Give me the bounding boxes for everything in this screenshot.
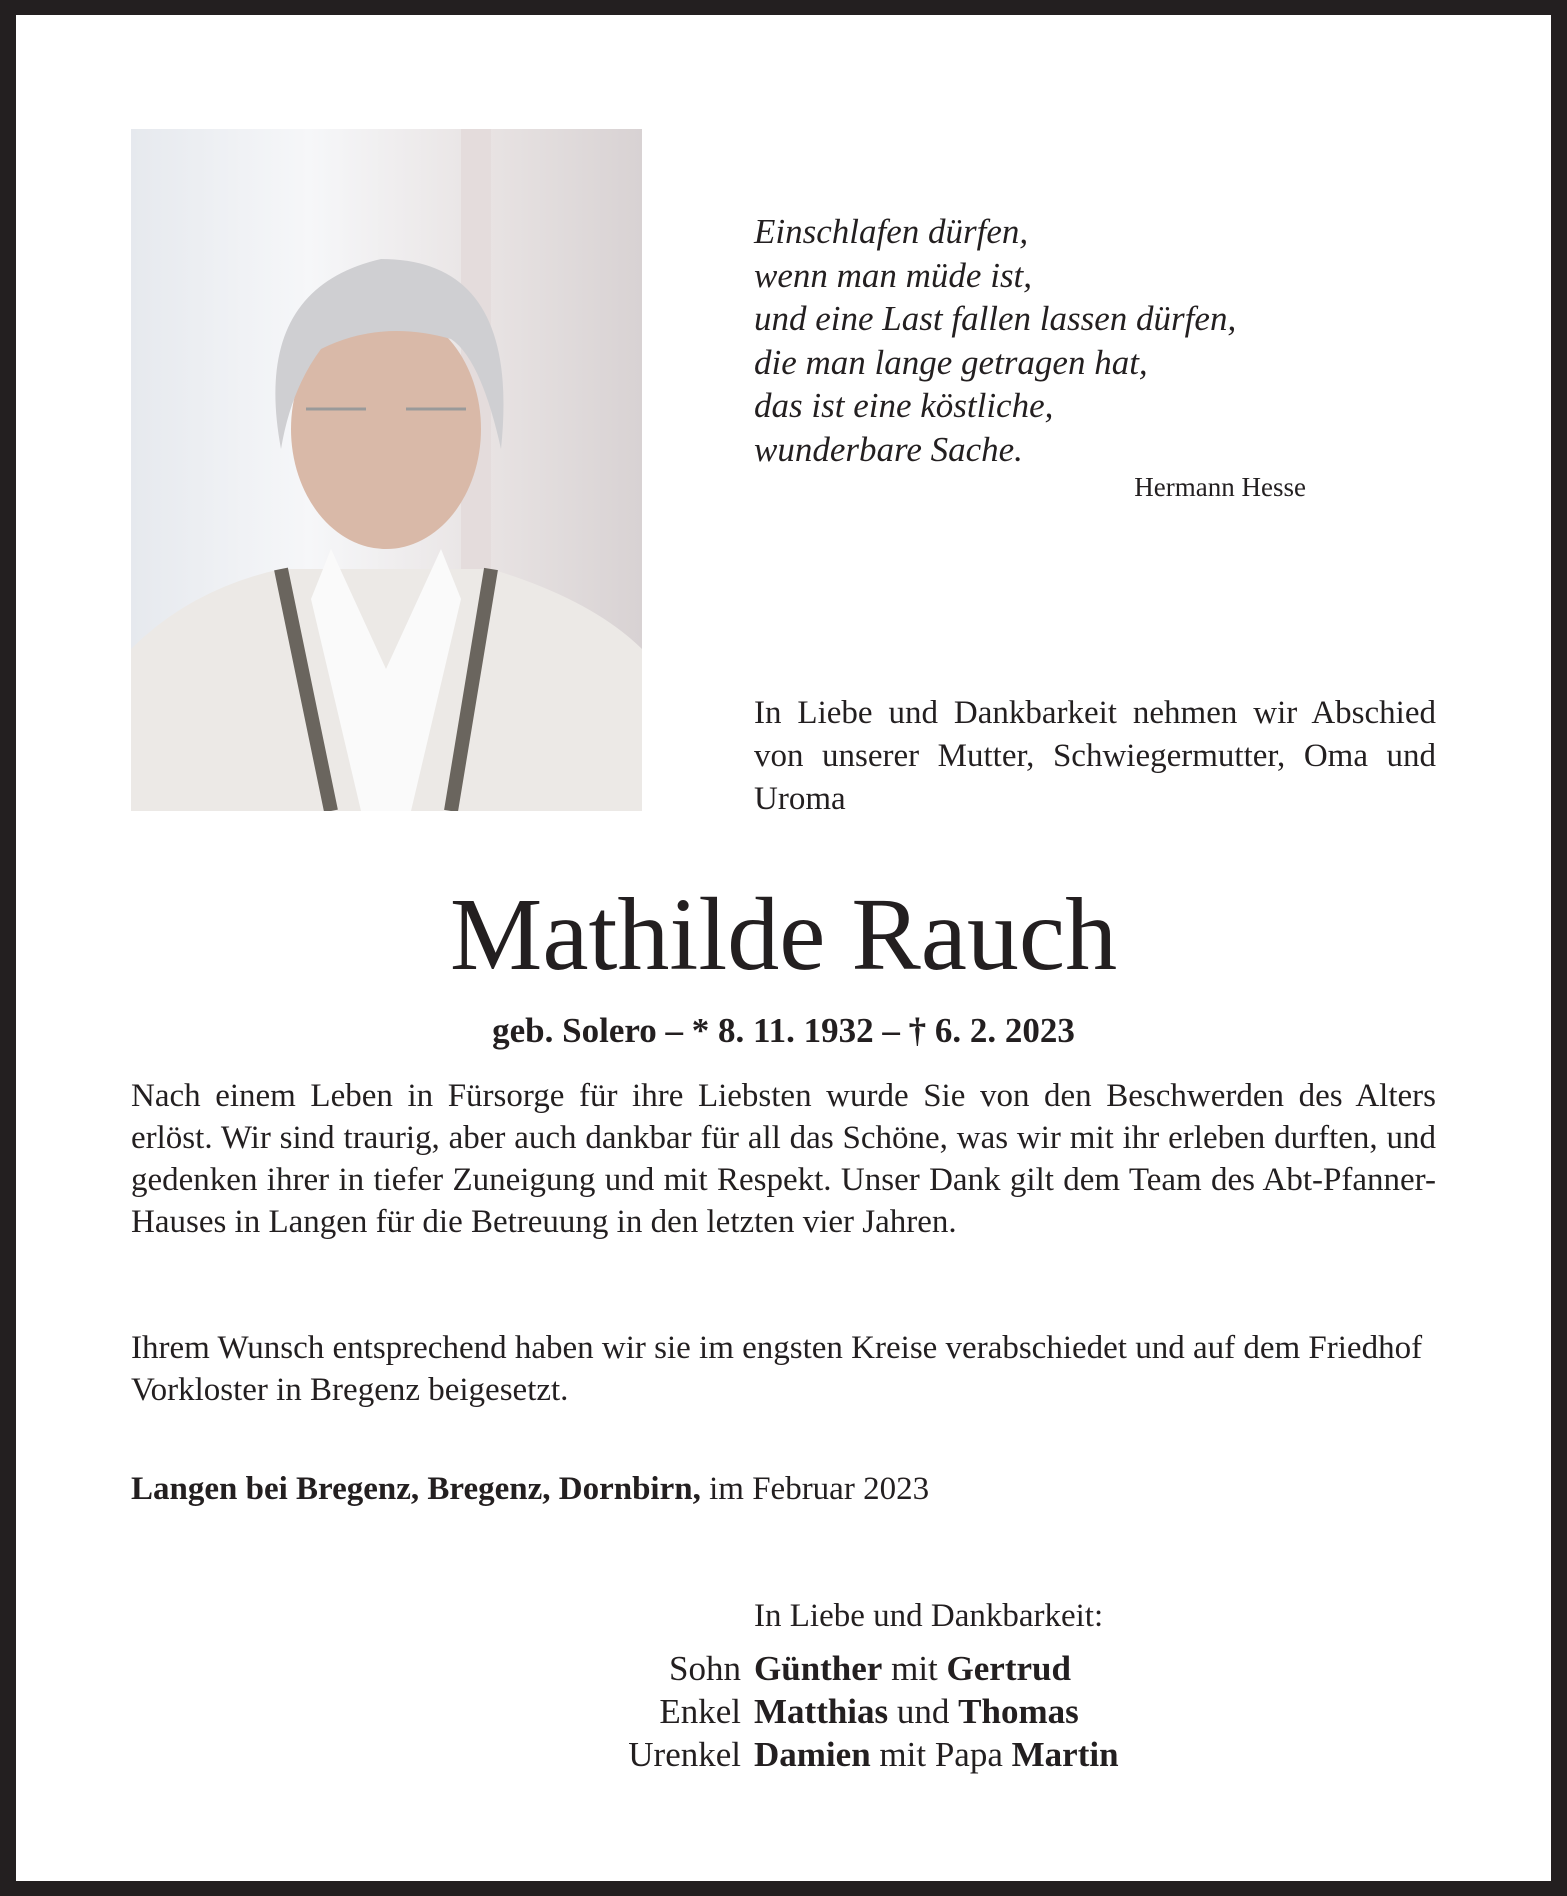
life-dates: geb. Solero – * 8. 11. 1932 – † 6. 2. 2023 [492,1011,1075,1050]
places: Langen bei Bregenz, Bregenz, Dornbirn, [131,1471,701,1507]
body-paragraph: Nach einem Leben in Fürsorge für ihre Liebsten wurde Sie von den Beschwerden des Alters erlöst. Wir sind traurig, aber auch dankbar für all das Schöne, was wir mit ihr erleben durften, und gedenken ihrer in tiefer Zuneigung und mit Respekt. Unser Dank gilt dem Team des Abt-Pfanner-Hauses in Langen für die Betreuung in den letzten vier Jahren. [131,1078,1436,1240]
family-list [16,1647,1119,1776]
quote-line: die man lange getragen hat, [754,342,1148,382]
quote-line: wunderbare Sache. [754,429,1023,469]
family-name: Martin [1011,1735,1119,1774]
family-name: Günther [754,1649,883,1688]
quote-line: wenn man müde ist, [754,255,1033,295]
body-paragraph: Ihrem Wunsch entsprechend haben wir sie im engsten Kreise verabschiedet und auf dem Friedhof Vorkloster in Bregenz beigesetzt. [131,1330,1423,1408]
poem-quote [754,210,1236,471]
quote-line: das ist eine köstliche, [754,386,1054,425]
family-name: Matthias [754,1692,889,1731]
quote-line: und eine Last fallen lassen dürfen, [754,299,1237,338]
family-name: Gertrud [946,1649,1071,1688]
joiner: und [888,1692,959,1731]
family-row [16,1690,1119,1733]
family-name: Thomas [958,1692,1079,1731]
family-row [16,1733,1119,1776]
joiner: mit Papa [870,1735,1012,1774]
portrait-photo [131,129,642,811]
family-name: Damien [754,1735,871,1774]
quote-author: Hermann Hesse [1134,472,1306,502]
joiner: mit [882,1649,947,1688]
date: im Februar 2023 [700,1471,930,1507]
quote-line: Einschlafen dürfen, [754,212,1029,251]
family-row [16,1647,1119,1690]
deceased-name: Mathilde Rauch [449,877,1118,992]
thanks-heading: In Liebe und Dankbarkeit: [754,1598,1104,1634]
portrait-image [131,129,642,811]
relation: Sohn [669,1649,741,1688]
intro-text: In Liebe und Dankbarkeit nehmen wir Abschied von unserer Mutter, Schwiegermutter, Oma und Uroma [754,695,1436,817]
relation: Urenkel [628,1735,741,1774]
obituary-page [16,15,1551,1881]
relation: Enkel [659,1692,741,1731]
place-date [131,1471,929,1508]
